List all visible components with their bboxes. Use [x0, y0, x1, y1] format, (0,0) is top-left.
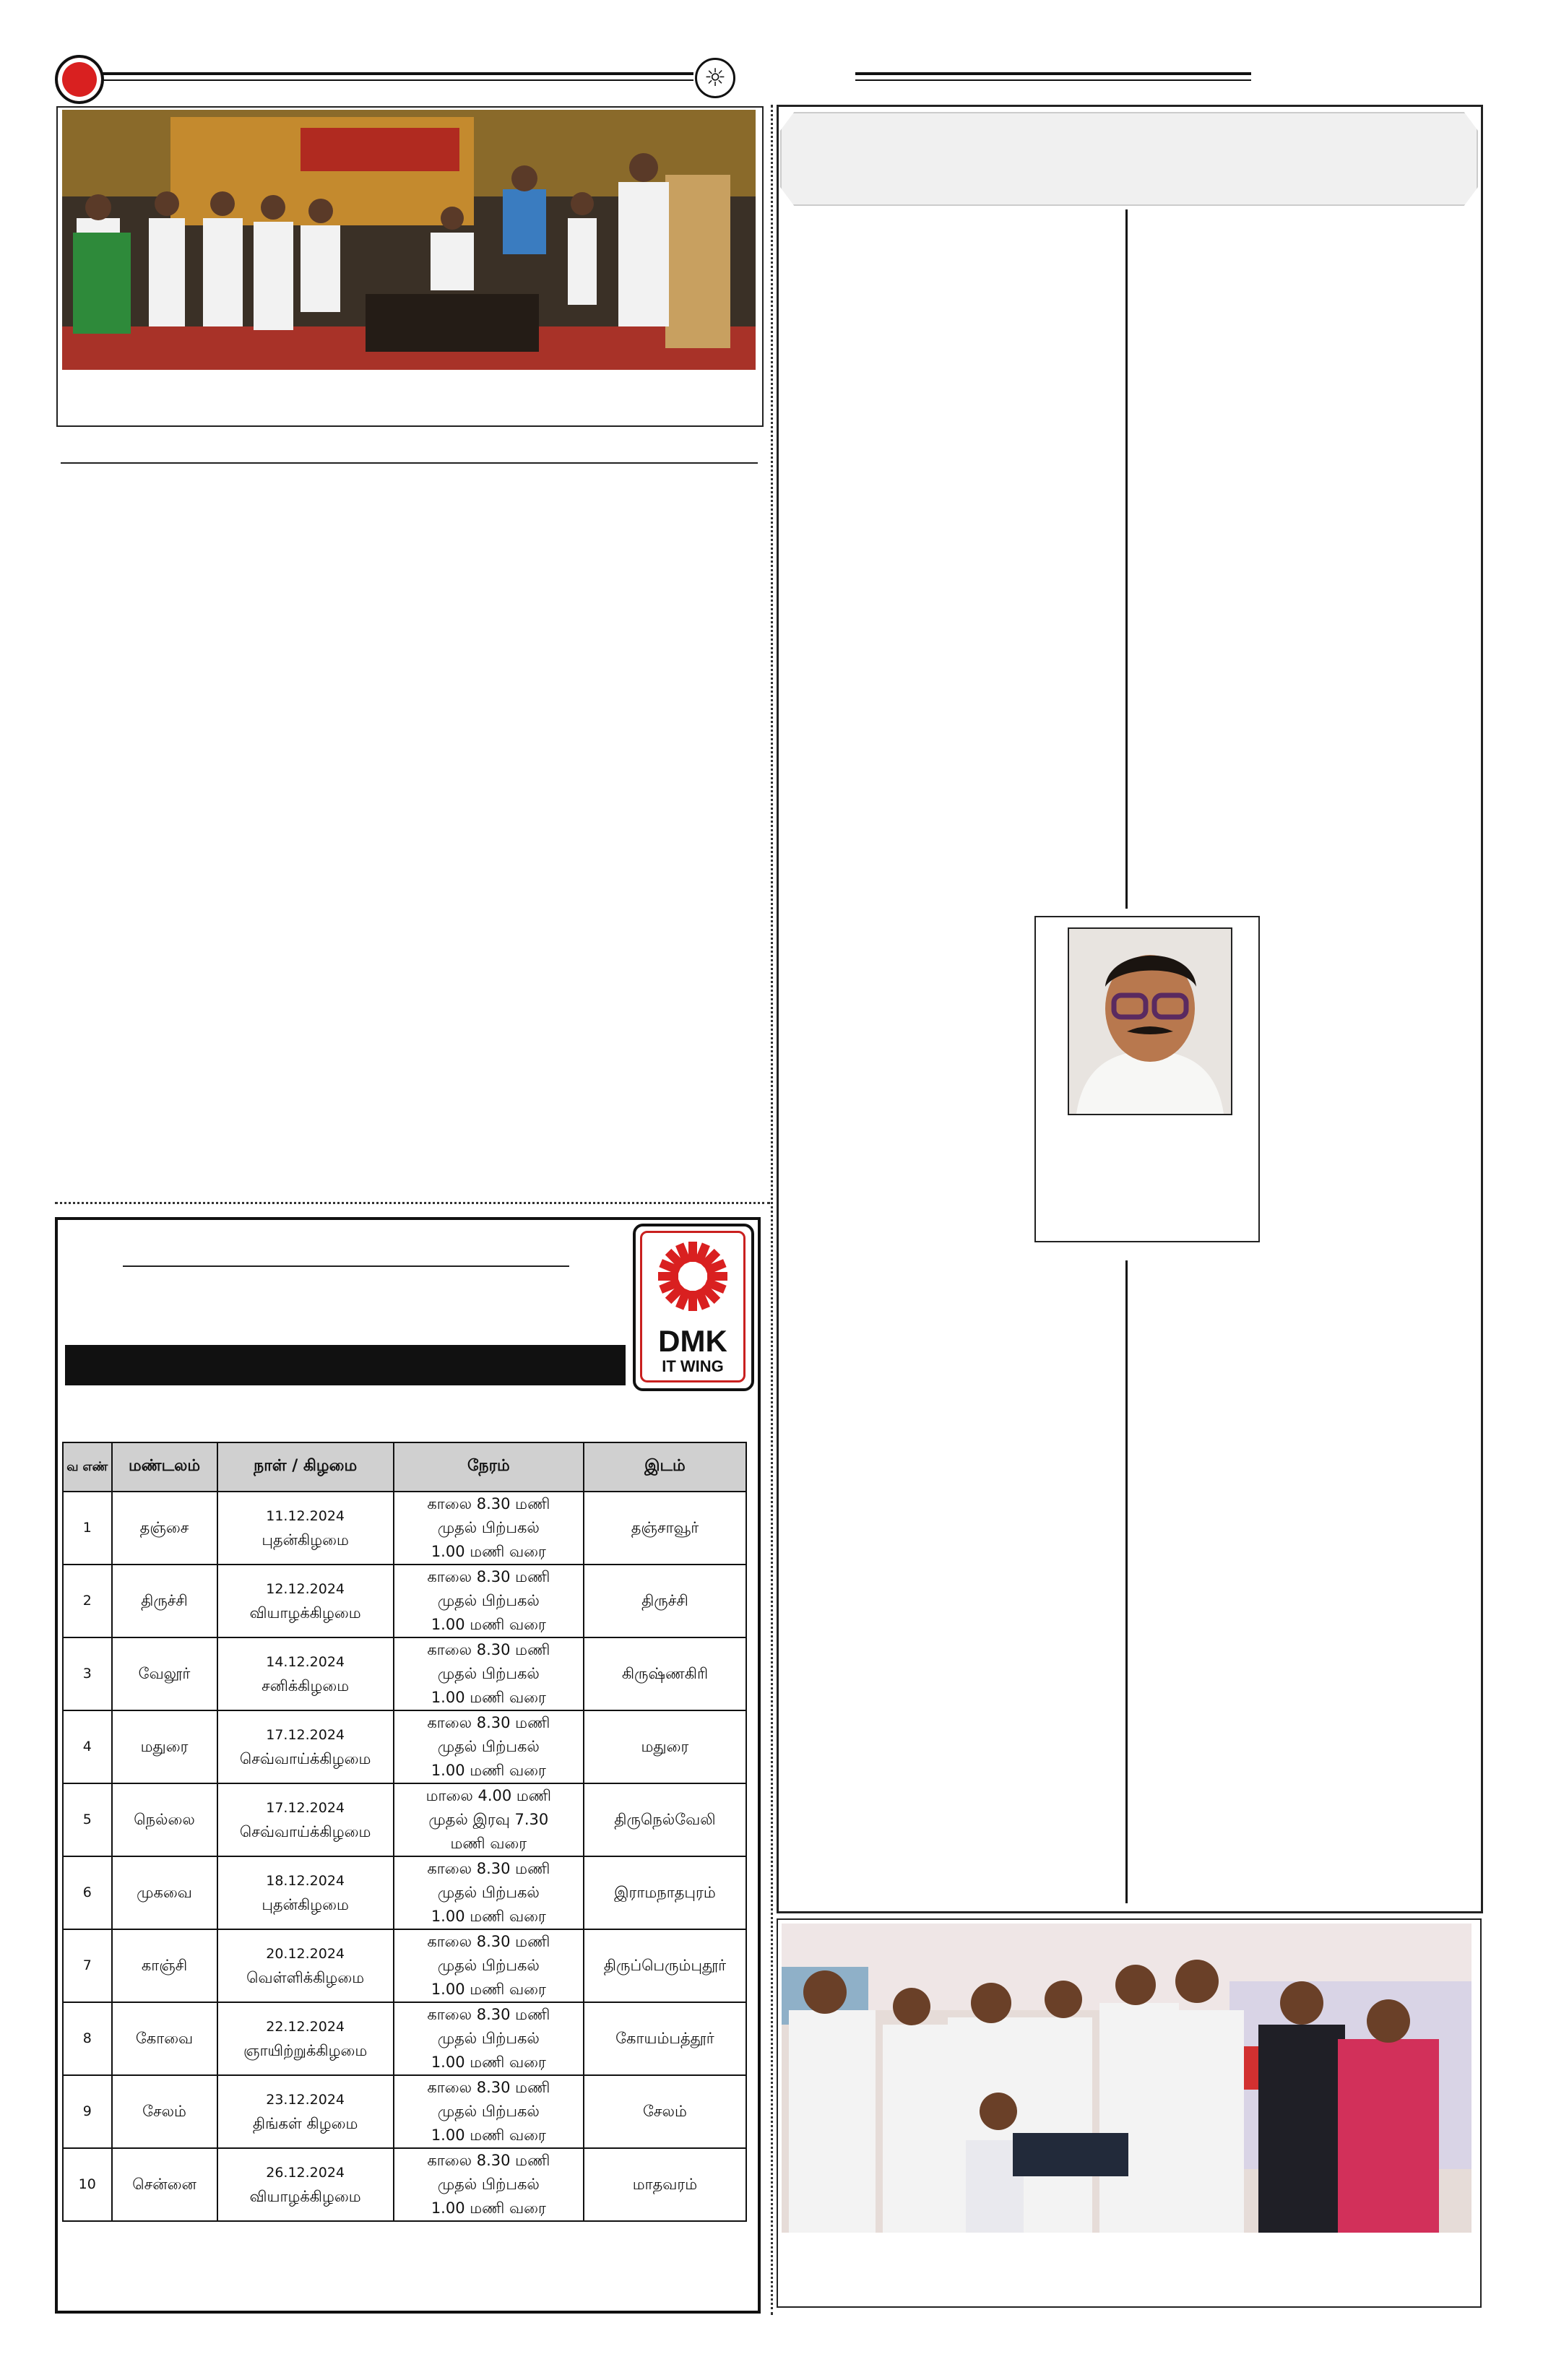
cell-number-line: 2: [82, 1593, 92, 1609]
cell-time-line: முதல் பிற்பகல்: [437, 2176, 540, 2193]
cell-date-line: 11.12.2024: [266, 1507, 345, 1524]
cell-time-line: 1.00 மணி வரை: [431, 1689, 546, 1706]
cell-time-line: 1.00 மணி வரை: [431, 2054, 546, 2071]
cell-time: [394, 1856, 584, 1929]
cell-date-line: செவ்வாய்க்கிழமை: [239, 1822, 371, 1840]
cell-date: [217, 2148, 394, 2221]
cell-time-line: காலை 8.30 மணி: [427, 1495, 550, 1513]
cell-number-line: 1: [82, 1520, 92, 1536]
cell-place: [584, 2002, 746, 2075]
cell-date-line: 23.12.2024: [266, 2091, 345, 2108]
cell-time-line: காலை 8.30 மணி: [427, 1860, 550, 1877]
cell-date-line: 17.12.2024: [266, 1799, 345, 1816]
notice-rule: [123, 1265, 569, 1267]
cell-zone: [112, 2075, 217, 2148]
cell-number-line: 9: [82, 2103, 92, 2119]
table-row: [63, 1637, 746, 1710]
cell-date-line: 12.12.2024: [266, 1580, 345, 1597]
cell-number: [63, 1492, 112, 1565]
cell-date: [217, 1565, 394, 1637]
cell-number: [63, 1710, 112, 1783]
cell-zone: [112, 1710, 217, 1783]
cell-date: [217, 1492, 394, 1565]
cell-zone-line: வேலூர்: [138, 1665, 191, 1682]
cell-date-line: 22.12.2024: [266, 2018, 345, 2035]
cell-date: [217, 2002, 394, 2075]
cell-date-line: வெள்ளிக்கிழமை: [246, 1968, 365, 1986]
cell-place-line: கோயம்பத்தூர்: [615, 2030, 714, 2047]
cell-time-line: முதல் பிற்பகல்: [437, 1665, 540, 1682]
cell-zone-line: காஞ்சி: [141, 1957, 188, 1974]
cell-number: [63, 1565, 112, 1637]
cell-number: [63, 2002, 112, 2075]
cell-number-line: 10: [78, 2176, 96, 2192]
cell-time-line: 1.00 மணி வரை: [431, 1762, 546, 1779]
cell-place-line: தஞ்சாவூர்: [631, 1519, 699, 1536]
cell-number: [63, 1929, 112, 2002]
cell-place-line: திருப்பெரும்புதூர்: [603, 1957, 727, 1974]
cell-time: [394, 1492, 584, 1565]
cell-place: [584, 1637, 746, 1710]
cell-place: [584, 2075, 746, 2148]
cell-number-line: 7: [82, 1957, 92, 1973]
table-row: [63, 1710, 746, 1783]
rising-sun-logo-icon: [657, 1240, 729, 1312]
cell-zone: [112, 2002, 217, 2075]
cell-zone: [112, 1929, 217, 2002]
header-rule-right: [855, 72, 1251, 81]
cell-place-line: சேலம்: [643, 2103, 687, 2120]
cell-time: [394, 1710, 584, 1783]
cell-time-line: காலை 8.30 மணி: [427, 2152, 550, 2169]
cell-date-line: 20.12.2024: [266, 1945, 345, 1962]
dmk-it-wing-logo: [633, 1224, 754, 1391]
cell-time-line: காலை 8.30 மணி: [427, 1714, 550, 1731]
cell-time-line: முதல் இரவு 7.30: [428, 1811, 549, 1828]
cell-time-line: முதல் பிற்பகல்: [437, 1957, 540, 1974]
cell-time-line: முதல் பிற்பகல்: [437, 1592, 540, 1609]
col-header-place: இடம்: [584, 1442, 746, 1492]
cell-time: [394, 2075, 584, 2148]
cell-zone-line: கோவை: [135, 2030, 194, 2047]
distribution-event-photo: [782, 1924, 1471, 2233]
cell-place-line: மதுரை: [641, 1738, 689, 1755]
cell-place: [584, 1856, 746, 1929]
cell-number-line: 8: [82, 2030, 92, 2046]
cell-place-line: திருநெல்வேலி: [614, 1811, 716, 1828]
cell-place: [584, 1492, 746, 1565]
cell-date-line: 14.12.2024: [266, 1653, 345, 1670]
cell-time-line: 1.00 மணி வரை: [431, 1543, 546, 1560]
logo-dmk-text: DMK: [658, 1324, 727, 1358]
cell-zone: [112, 1637, 217, 1710]
cell-place: [584, 1710, 746, 1783]
cell-zone: [112, 1783, 217, 1856]
cell-place-line: திருச்சி: [641, 1592, 688, 1609]
cell-zone: [112, 1492, 217, 1565]
page-marker-circle: [55, 55, 104, 104]
table-row: [63, 2075, 746, 2148]
section-divider: [55, 1202, 770, 1204]
table-row: [63, 1565, 746, 1637]
cell-time-line: 1.00 மணி வரை: [431, 2199, 546, 2217]
article-rule: [61, 462, 758, 464]
cell-time-line: காலை 8.30 மணி: [427, 2079, 550, 2096]
cell-number-line: 3: [82, 1666, 92, 1682]
cell-date-line: 18.12.2024: [266, 1872, 345, 1889]
cell-time: [394, 1565, 584, 1637]
cell-date-line: வியாழக்கிழமை: [249, 2187, 361, 2205]
cell-date: [217, 2075, 394, 2148]
cell-date: [217, 1637, 394, 1710]
cell-time-line: 1.00 மணி வரை: [431, 2126, 546, 2144]
cell-number: [63, 2148, 112, 2221]
cell-date: [217, 1929, 394, 2002]
cell-zone: [112, 1565, 217, 1637]
cell-date-line: புதன்கிழமை: [262, 1531, 349, 1549]
cell-time: [394, 2148, 584, 2221]
cell-number: [63, 1637, 112, 1710]
col-header-date: நாள் / கிழமை: [217, 1442, 394, 1492]
cell-place-line: மாதவரம்: [632, 2176, 698, 2193]
column-rule-lower: [1125, 1260, 1128, 1903]
cell-zone-line: மதுரை: [140, 1738, 189, 1755]
cell-time: [394, 1929, 584, 2002]
cell-time-line: மாலை 4.00 மணி: [425, 1787, 552, 1804]
cell-time: [394, 1637, 584, 1710]
table-row: [63, 1783, 746, 1856]
schedule-table: [62, 1442, 747, 2222]
cell-zone: [112, 2148, 217, 2221]
column-divider: [771, 105, 773, 2315]
cell-time-line: காலை 8.30 மணி: [427, 1641, 550, 1658]
logo-it-wing-text: IT WING: [662, 1357, 724, 1375]
cell-number-line: 6: [82, 1884, 92, 1900]
cell-time-line: 1.00 மணி வரை: [431, 1981, 546, 1998]
cell-date-line: ஞாயிற்றுக்கிழமை: [243, 2041, 368, 2059]
cell-date: [217, 1783, 394, 1856]
cell-time-line: காலை 8.30 மணி: [427, 1933, 550, 1950]
cell-date: [217, 1856, 394, 1929]
cell-date-line: 26.12.2024: [266, 2164, 345, 2181]
cell-zone-line: சேலம்: [142, 2103, 186, 2120]
table-row: [63, 2148, 746, 2221]
cell-zone-line: திருச்சி: [141, 1592, 188, 1609]
table-row: [63, 2002, 746, 2075]
cell-place-line: கிருஷ்ணகிரி: [621, 1665, 709, 1682]
portrait-photo: [1068, 927, 1232, 1115]
cell-number: [63, 1783, 112, 1856]
cell-time-line: மணி வரை: [450, 1835, 527, 1852]
cell-date-line: செவ்வாய்க்கிழமை: [239, 1749, 371, 1767]
cell-time-line: முதல் பிற்பகல்: [437, 2030, 540, 2047]
cell-zone-line: தஞ்சை: [139, 1519, 189, 1536]
cell-number-line: 4: [82, 1739, 92, 1754]
table-header-row: [63, 1442, 746, 1492]
cell-place: [584, 1929, 746, 2002]
cell-date-line: திங்கள் கிழமை: [252, 2114, 358, 2132]
cell-zone-line: நெல்லை: [134, 1811, 195, 1828]
cell-time-line: காலை 8.30 மணி: [427, 2006, 550, 2023]
cell-number: [63, 2075, 112, 2148]
cell-zone-line: முகவை: [137, 1884, 192, 1901]
cell-date-line: சனிக்கிழமை: [262, 1676, 350, 1695]
table-row: [63, 1929, 746, 2002]
col-header-time: நேரம்: [394, 1442, 584, 1492]
cell-place: [584, 1783, 746, 1856]
column-rule-upper: [1125, 209, 1128, 909]
cell-zone-line: சென்னை: [132, 2176, 196, 2193]
stage-event-photo: [62, 110, 756, 370]
table-row: [63, 1856, 746, 1929]
col-header-number: வ எண்: [63, 1442, 112, 1492]
cell-time-line: காலை 8.30 மணி: [427, 1568, 550, 1585]
cell-time: [394, 1783, 584, 1856]
cell-date-line: 17.12.2024: [266, 1726, 345, 1743]
cell-date-line: வியாழக்கிழமை: [249, 1604, 361, 1622]
cell-date: [217, 1710, 394, 1783]
cell-time-line: முதல் பிற்பகல்: [437, 1519, 540, 1536]
article-headline-banner: [780, 112, 1478, 206]
cell-time-line: முதல் பிற்பகல்: [437, 1738, 540, 1755]
cell-time-line: முதல் பிற்பகல்: [437, 2103, 540, 2120]
cell-number-line: 5: [82, 1812, 92, 1827]
cell-time-line: 1.00 மணி வரை: [431, 1908, 546, 1925]
cell-time-line: 1.00 மணி வரை: [431, 1616, 546, 1633]
dmk-rising-sun-icon: ☼: [695, 58, 735, 98]
cell-date-line: புதன்கிழமை: [262, 1895, 349, 1913]
cell-time-line: முதல் பிற்பகல்: [437, 1884, 540, 1901]
cell-time: [394, 2002, 584, 2075]
cell-place-line: இராமநாதபுரம்: [614, 1884, 716, 1901]
table-row: [63, 1492, 746, 1565]
header-rule: [101, 72, 693, 81]
notice-headline-bar: [65, 1345, 626, 1385]
col-header-zone: மண்டலம்: [112, 1442, 217, 1492]
cell-number: [63, 1856, 112, 1929]
cell-place: [584, 2148, 746, 2221]
cell-zone: [112, 1856, 217, 1929]
cell-place: [584, 1565, 746, 1637]
